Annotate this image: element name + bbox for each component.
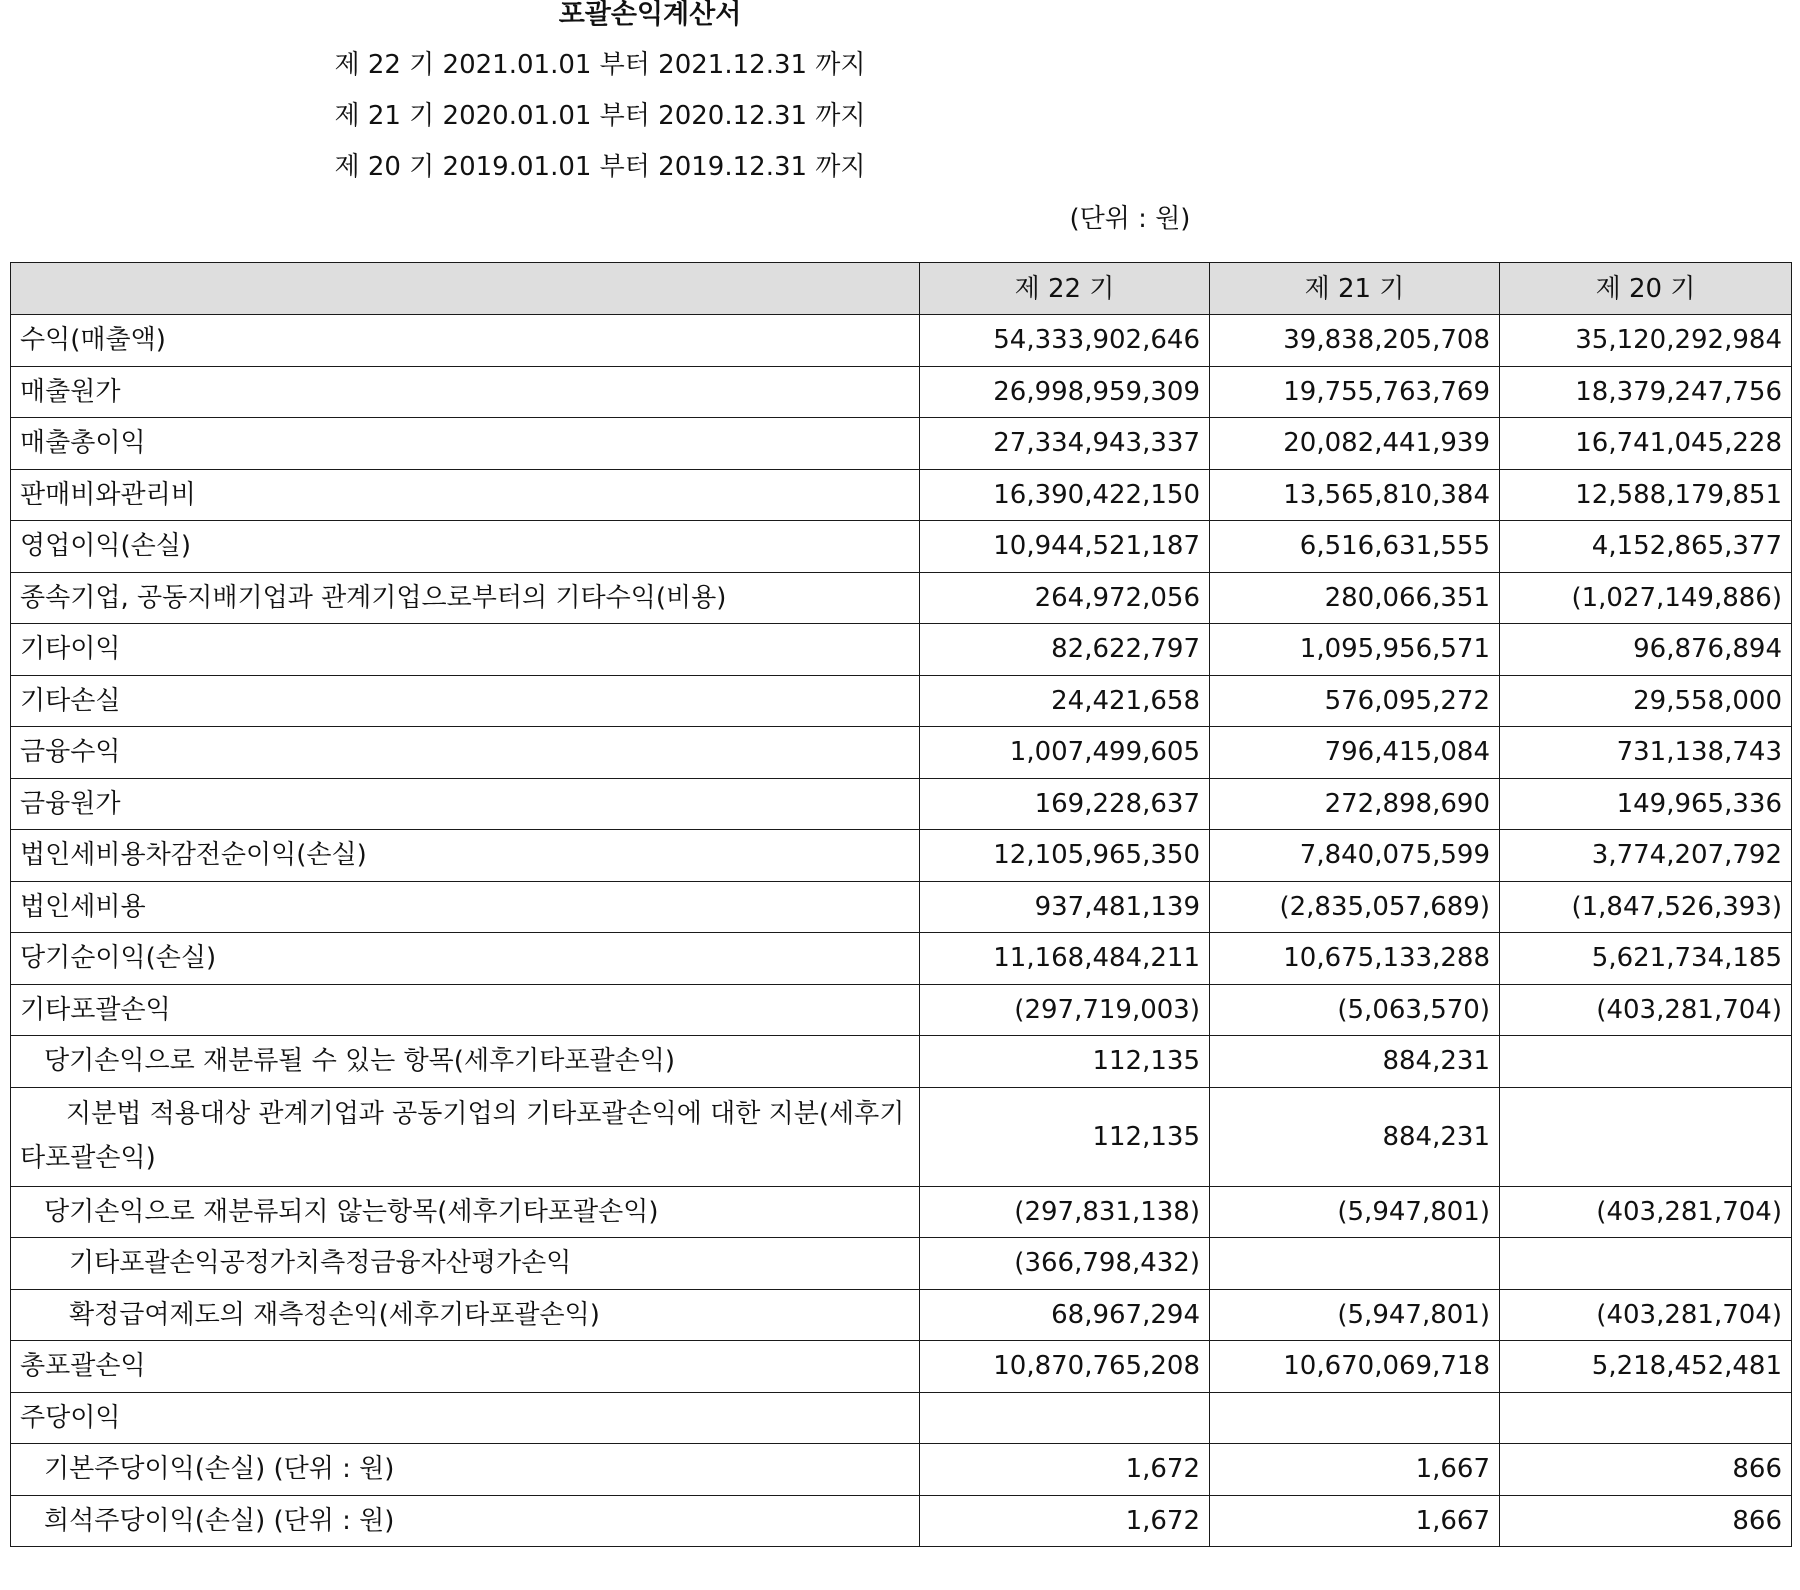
unit-note: (단위 : 원) [1069,204,1191,234]
table-row [11,1036,1792,1088]
row-label: 법인세비용차감전순이익(손실) [11,830,920,882]
value-22: 10,870,765,208 [920,1341,1210,1393]
value-22: 937,481,139 [920,881,1210,933]
value-22: 54,333,902,646 [920,315,1210,367]
value-22: (297,719,003) [920,984,1210,1036]
value-21: (5,947,801) [1210,1186,1500,1238]
table-row [11,1341,1792,1393]
table-row [11,727,1792,779]
value-21: 10,670,069,718 [1210,1341,1500,1393]
value-21: 272,898,690 [1210,778,1500,830]
value-21 [1210,1238,1500,1290]
table-header-row [11,263,1792,315]
table-row [11,1444,1792,1496]
value-21: 280,066,351 [1210,572,1500,624]
table-row [11,1289,1792,1341]
table-row [11,521,1792,573]
table-row [11,624,1792,676]
value-21: 1,667 [1210,1444,1500,1496]
value-20: 4,152,865,377 [1500,521,1792,573]
table-row [11,1392,1792,1444]
value-20: 96,876,894 [1500,624,1792,676]
row-label-text: 지분법 적용대상 관계기업과 공동기업의 기타포괄손익에 대한 지분(세후기타포괄손익) [20,1098,905,1173]
value-20: (1,847,526,393) [1500,881,1792,933]
value-21: 884,231 [1210,1087,1500,1186]
value-22: 68,967,294 [920,1289,1210,1341]
value-21 [1210,1392,1500,1444]
row-label: 당기손익으로 재분류되지 않는항목(세후기타포괄손익) [11,1186,920,1238]
table-row [11,1495,1792,1547]
value-20 [1500,1087,1792,1186]
value-21: (5,947,801) [1210,1289,1500,1341]
value-21: (5,063,570) [1210,984,1500,1036]
value-22: 26,998,959,309 [920,366,1210,418]
value-21: 576,095,272 [1210,675,1500,727]
value-20: 18,379,247,756 [1500,366,1792,418]
value-22: 1,672 [920,1495,1210,1547]
row-label: 당기순이익(손실) [11,933,920,985]
value-20: (403,281,704) [1500,1186,1792,1238]
value-21: 7,840,075,599 [1210,830,1500,882]
row-label: 확정급여제도의 재측정손익(세후기타포괄손익) [11,1289,920,1341]
value-21: 13,565,810,384 [1210,469,1500,521]
value-20 [1500,1392,1792,1444]
header-period-20: 제 20 기 [1500,263,1792,315]
row-label: 법인세비용 [11,881,920,933]
table-row [11,881,1792,933]
value-20 [1500,1238,1792,1290]
value-22: 82,622,797 [920,624,1210,676]
value-20: 866 [1500,1444,1792,1496]
row-label: 기타포괄손익공정가치측정금융자산평가손익 [11,1238,920,1290]
value-22: 1,007,499,605 [920,727,1210,779]
value-22: 24,421,658 [920,675,1210,727]
header-period-22: 제 22 기 [920,263,1210,315]
value-20: 12,588,179,851 [1500,469,1792,521]
value-20: (403,281,704) [1500,984,1792,1036]
table-row [11,572,1792,624]
value-20: 149,965,336 [1500,778,1792,830]
value-22: 12,105,965,350 [920,830,1210,882]
period-line-20: 제 20 기 2019.01.01 부터 2019.12.31 까지 [334,152,866,182]
value-22: 169,228,637 [920,778,1210,830]
row-label: 기본주당이익(손실) (단위 : 원) [11,1444,920,1496]
row-label: 판매비와관리비 [11,469,920,521]
value-20: 29,558,000 [1500,675,1792,727]
value-22: (297,831,138) [920,1186,1210,1238]
value-20: (1,027,149,886) [1500,572,1792,624]
table-row [11,984,1792,1036]
value-22: 11,168,484,211 [920,933,1210,985]
statement-title: 포괄손익계산서 [558,0,742,30]
row-label: 종속기업, 공동지배기업과 관계기업으로부터의 기타수익(비용) [11,572,920,624]
table-row [11,366,1792,418]
value-21: 796,415,084 [1210,727,1500,779]
row-label: 금융원가 [11,778,920,830]
value-21: (2,835,057,689) [1210,881,1500,933]
table-row [11,778,1792,830]
value-21: 10,675,133,288 [1210,933,1500,985]
value-22: 264,972,056 [920,572,1210,624]
income-statement-table [10,262,1792,1547]
value-20: 5,621,734,185 [1500,933,1792,985]
value-22: 112,135 [920,1087,1210,1186]
table-row [11,830,1792,882]
table-row [11,1238,1792,1290]
value-20: 16,741,045,228 [1500,418,1792,470]
value-21: 884,231 [1210,1036,1500,1088]
row-label: 기타손실 [11,675,920,727]
row-label: 희석주당이익(손실) (단위 : 원) [11,1495,920,1547]
value-21: 1,095,956,571 [1210,624,1500,676]
value-22: 27,334,943,337 [920,418,1210,470]
table-row [11,315,1792,367]
table-row [11,675,1792,727]
value-21: 6,516,631,555 [1210,521,1500,573]
table-row [11,933,1792,985]
row-label: 주당이익 [11,1392,920,1444]
row-label: 금융수익 [11,727,920,779]
value-22: 16,390,422,150 [920,469,1210,521]
value-20: (403,281,704) [1500,1289,1792,1341]
value-22: 112,135 [920,1036,1210,1088]
row-label: 기타포괄손익 [11,984,920,1036]
value-22 [920,1392,1210,1444]
value-20 [1500,1036,1792,1088]
row-label: 매출원가 [11,366,920,418]
value-21: 39,838,205,708 [1210,315,1500,367]
table-row [11,418,1792,470]
value-22: (366,798,432) [920,1238,1210,1290]
table-row [11,1087,1792,1186]
value-20: 5,218,452,481 [1500,1341,1792,1393]
row-label: 당기손익으로 재분류될 수 있는 항목(세후기타포괄손익) [11,1036,920,1088]
value-21: 1,667 [1210,1495,1500,1547]
value-20: 35,120,292,984 [1500,315,1792,367]
table-row [11,469,1792,521]
row-label: 총포괄손익 [11,1341,920,1393]
value-22: 10,944,521,187 [920,521,1210,573]
table-row [11,1186,1792,1238]
header-period-21: 제 21 기 [1210,263,1500,315]
row-label: 영업이익(손실) [11,521,920,573]
value-20: 866 [1500,1495,1792,1547]
row-label: 기타이익 [11,624,920,676]
value-21: 19,755,763,769 [1210,366,1500,418]
value-22: 1,672 [920,1444,1210,1496]
value-20: 731,138,743 [1500,727,1792,779]
value-21: 20,082,441,939 [1210,418,1500,470]
value-20: 3,774,207,792 [1500,830,1792,882]
period-line-22: 제 22 기 2021.01.01 부터 2021.12.31 까지 [334,50,866,80]
header-blank-cell [11,263,920,315]
row-label: 매출총이익 [11,418,920,470]
row-label: 수익(매출액) [11,315,920,367]
row-label [11,1087,920,1186]
period-line-21: 제 21 기 2020.01.01 부터 2020.12.31 까지 [334,101,866,131]
